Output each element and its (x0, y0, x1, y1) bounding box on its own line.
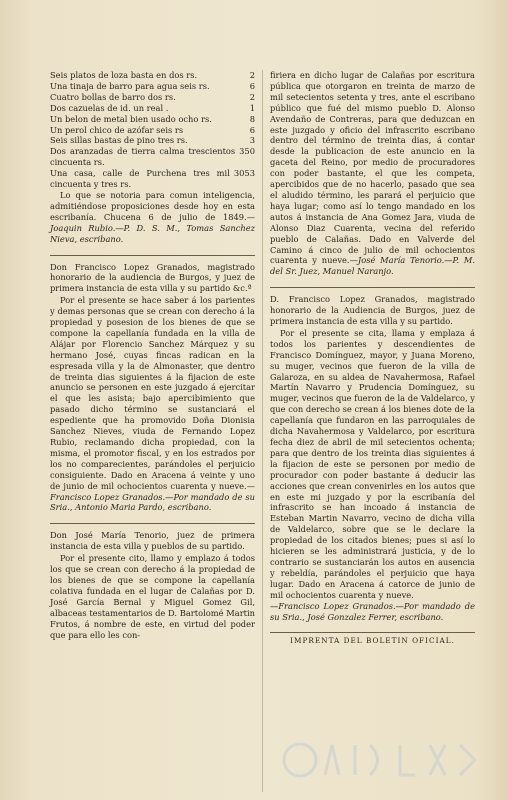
notice-body-continued: firiera en dicho lugar de Calañas por escritura pública que otorgaron en treinta de marzo de mil setecientos setenta y tres, ante el escribano público que fué del mismo pueblo D. Alonso Avendaño de Contreras, para que deduzcan en este juzgado y oficio del infrascrito escribano dentro del término de treinta dias, á contar desde la publicacion de este anuncio en la gaceta del Reino, por medio de procuradores con poder bastante, el que les competa, apercibidos que de no hacerlo, pasado que sea el aludido término, les parará el perjuicio que haya lugar; como así lo tengo mandado en los autos á instancia de Ana Gomez Jara, viuda de Alonso Diaz Cuarenta, vecina del referido pueblo de Calañas. Dado en Valverde del Camino á cinco de julio de mil ochocientos cuarenta y nueve.—José María Tenorio.—P. M. del Sr. Juez, Manuel Naranjo. (270, 70, 476, 277)
notice-signature: José María Tenorio.—P. M. del Sr. Juez, Manuel Naranjo. (270, 255, 476, 277)
column-divider (262, 70, 263, 792)
notice-signature: Joaquin Rubio.—P. D. S. M., Tomas Sanchez Nieva, escribano. (50, 222, 255, 244)
list-item: Dos aranzadas de tierra calma trescientos cincuenta rs. 350 (50, 146, 255, 168)
list-item: Cuatro bollas de barro dos rs. 2 (50, 91, 255, 102)
right-column (270, 70, 475, 647)
section-divider (50, 523, 255, 524)
notice-signature: Francisco Lopez Granados.—Por mandado de su Sria., Antonio Maria Pardo, escribano. (50, 491, 255, 513)
library-watermark-logo (270, 730, 490, 790)
notice-heading: Don José María Tenorio, juez de primera instancia de esta villa y pueblos de su partido. (50, 530, 255, 552)
printer-footer: IMPRENTA DEL BOLETIN OFICIAL. (270, 632, 475, 647)
notice-heading: Don Francisco Lopez Granados, magistrado honorario de la audiencia de Burgos, y juez de primera instancia de esta villa y su partido &c.ª (50, 261, 255, 294)
section-divider (50, 255, 255, 256)
inventory-list (50, 70, 255, 190)
notice-closing-text: Lo que se notoria para comun inteligencia, admitiéndose proposiciones desde hoy en esta escribanía. Chucena 6 de julio de 1849.—Joaquin Rubio.—P. D. S. M., Tomas Sanchez Nieva, escribano. (50, 189, 255, 244)
section-divider (270, 287, 475, 288)
notice-heading: D. Francisco Lopez Granados, magistrado honorario de la Audiencia de Burgos, juez de primera instancia de esta villa y su partido. (270, 294, 475, 327)
list-item: Seis sillas bastas de pino tres rs. 3 (50, 135, 255, 146)
notice-signature: —Francisco Lopez Granados.—Por mandado de su Sria., José Gonzalez Ferrer, escribano. (270, 600, 475, 622)
list-item: Un perol chico de azófar seis rs 6 (50, 124, 255, 135)
notice-body: Por el presente se hace saber á los parientes y demas personas que se crean con derecho á la propiedad y posesion de los bienes de que se compone la capellanía fundada en la villa de Alájar por Florencio Sanchez Márquez y su hermano José, cuyas fincas radican en la espresada villa y la de Almonaster, que dentro de treinta dias siguientes á la fijacion de este anuncio se personen en este juzgado á ejercitar el que les asista; bajo apercibimiento que pasado dicho término se sustanciará el espediente que ha promovido Doña Dionisia Sanchez Nieves, viuda de Fernando Lopez Rubio, reclamando dicha propiedad, con la misma, el promotor fiscal, y en los estrados por los no comparecientes, parándoles el perjuicio consiguiente. Dado en Aracena á veinte y uno de junio de mil ochocientos cuarenta y nueve.—Francisco Lopez Granados.—Por mandado de su Sria., Antonio Maria Pardo, escribano. (50, 295, 255, 513)
list-item: Una tinaja de barro para agua seis rs. 6 (50, 80, 255, 91)
notice-body: Por el presente se cita, llama y emplaza á todos los parientes y descendientes de Francisco Domínguez, mayor, y Juana Moreno, su muger, vecinos que fueron de la villa de Galaroza, en su aldea de Navahermosa, Rafael Martín Navarro y Prudencia Domínguez, su muger, vecinos que fueron de la de Valdelarco, y que con derecho se crean á los bienes dote de la capellanía que fundaron en las parroquiales de dicha Navahermosa y Valdelarco, por escritura fecha diez de abril de mil setecientos ochenta; para que dentro de los treinta dias siguientes á la fijacion de este se personen por medio de procurador con poder bastante á deducir las acciones que crean convenirles en los autos que en este mi juzgado y por la escribanía del infrascrito se han incoado á instancia de Esteban Martin Navarro, vecino de dicha villa de Valdelarco, sobre que se le declare la propiedad de los citados bienes; pues si así lo hicieren se les administrará justicia, y de lo contrario se sustanciarán los autos en ausencia y rebeldía, parándoles el perjuicio que haya lugar. Dado en Aracena á catorce de junio de mil ochocientos cuarenta y nueve. (270, 327, 475, 600)
list-item: Dos cazuelas de id. un real . 1 (50, 102, 255, 113)
left-column (50, 70, 255, 640)
list-item: Una casa, calle de Purchena tres mil cincuenta y tres rs. 3053 (50, 168, 255, 190)
notice-body: Por el presente cito, llamo y emplazo á todos los que se crean con derecho á la propiedad de los bienes de que se compone la capellanía colativa fundada en el lugar de Calañas por D. José García Bernal y Miguel Gomez Gil, albaceas testamentarios de D. Bartolomé Martin Frutos, á nombre de este, en virtud del poder que para ello les con- (50, 553, 255, 640)
list-item: Seis platos de loza basta en dos rs. 2 (50, 70, 255, 80)
list-item: Un belon de metal bien usado ocho rs. 8 (50, 113, 255, 124)
